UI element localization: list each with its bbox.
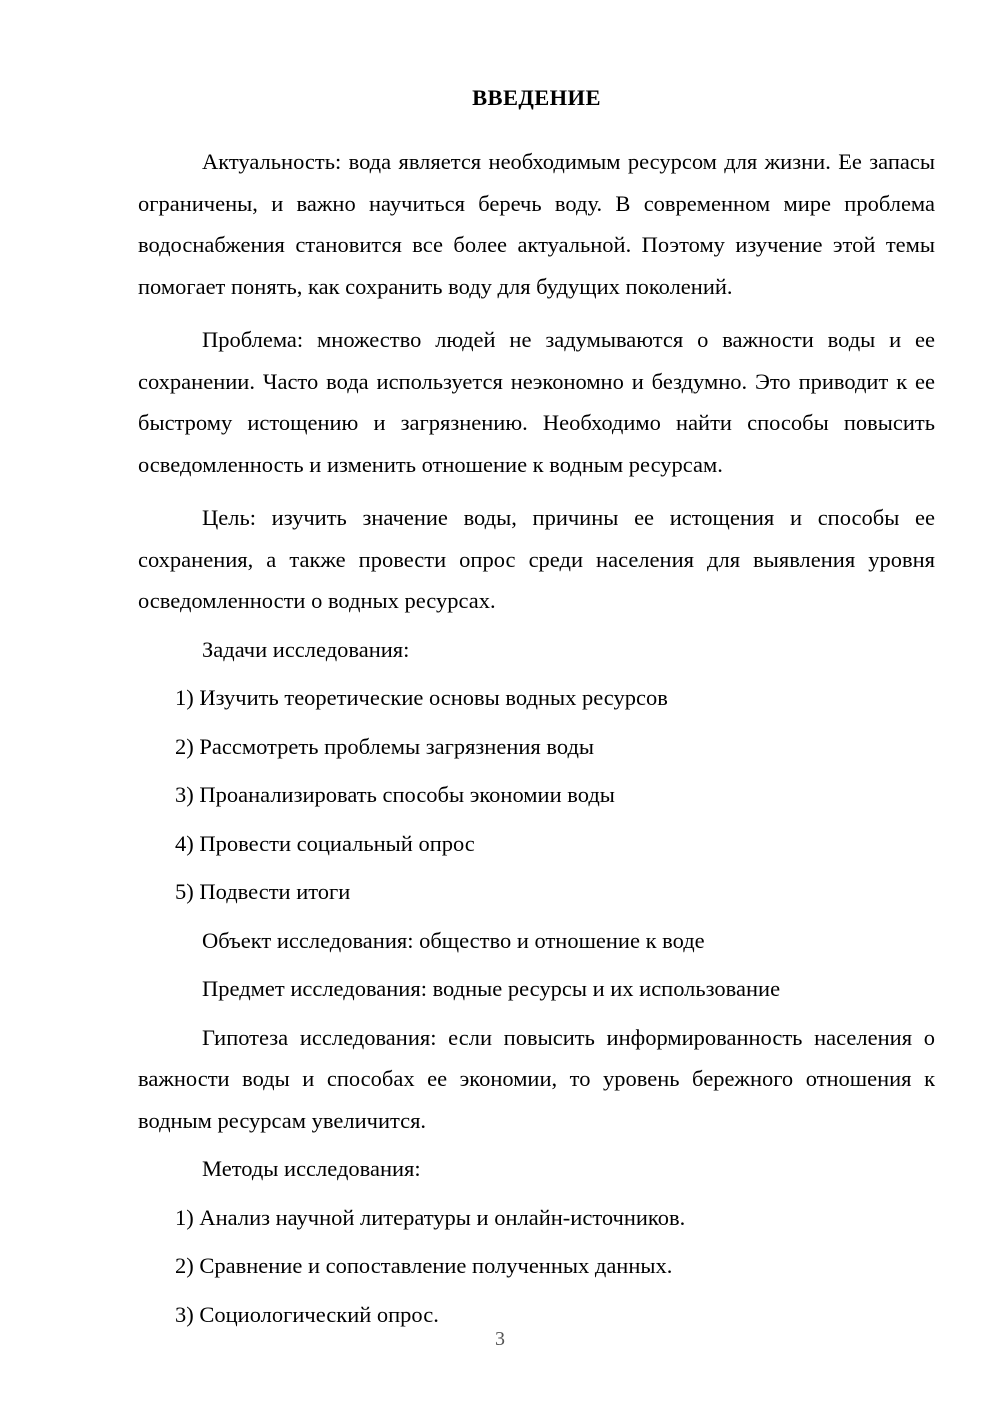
list-item: 1) Изучить теоретические основы водных ресурсов: [175, 685, 668, 710]
document-body: [138, 84, 935, 1342]
list-item: 5) Подвести итоги: [175, 879, 351, 904]
paragraph-goal: Цель: изучить значение воды, причины ее истощения и способы ее сохранения, а также провести опрос среди населения для выявления уровня осведомленности о водных ресурсах.: [138, 505, 935, 613]
list-item: 4) Провести социальный опрос: [175, 830, 475, 856]
list-item: 2) Сравнение и сопоставление полученных данных.: [175, 1253, 673, 1278]
paragraph-problem: Проблема: множество людей не задумываются о важности воды и ее сохранении. Часто вода используется неэкономно и бездумно. Это приводит к ее быстрому истощению и загрязнению. Необходимо найти способы повысить осведомленность и изменить отношение к водным ресурсам.: [138, 327, 935, 477]
paragraph-subject: Предмет исследования: водные ресурсы и их использование: [202, 976, 781, 1001]
list-item: 2) Рассмотреть проблемы загрязнения воды: [175, 733, 595, 759]
list-item: 3) Проанализировать способы экономии воды: [175, 782, 615, 807]
page-title: ВВЕДЕНИЕ: [472, 85, 601, 110]
paragraph-hypothesis: Гипотеза исследования: если повысить информированность населения о важности воды и способах ее экономии, то уровень бережного отношения к водным ресурсам увеличится.: [138, 1024, 935, 1133]
paragraph-object: Объект исследования: общество и отношение к воде: [202, 927, 705, 953]
list-item: 3) Социологический опрос.: [175, 1301, 439, 1327]
tasks-list: [138, 677, 935, 913]
list-item: 1) Анализ научной литературы и онлайн-источников.: [175, 1204, 686, 1230]
tasks-label: Задачи исследования:: [202, 636, 410, 662]
page-number: 3: [495, 1328, 505, 1350]
methods-list: [138, 1197, 935, 1336]
methods-label: Методы исследования:: [202, 1156, 421, 1181]
paragraph-relevance: Актуальность: вода является необходимым ресурсом для жизни. Ее запасы ограничены, и важно научиться беречь воду. В современном мире проблема водоснабжения становится все более актуальной. Поэтому изучение этой темы помогает понять, как сохранить воду для будущих поколений.: [138, 149, 935, 299]
